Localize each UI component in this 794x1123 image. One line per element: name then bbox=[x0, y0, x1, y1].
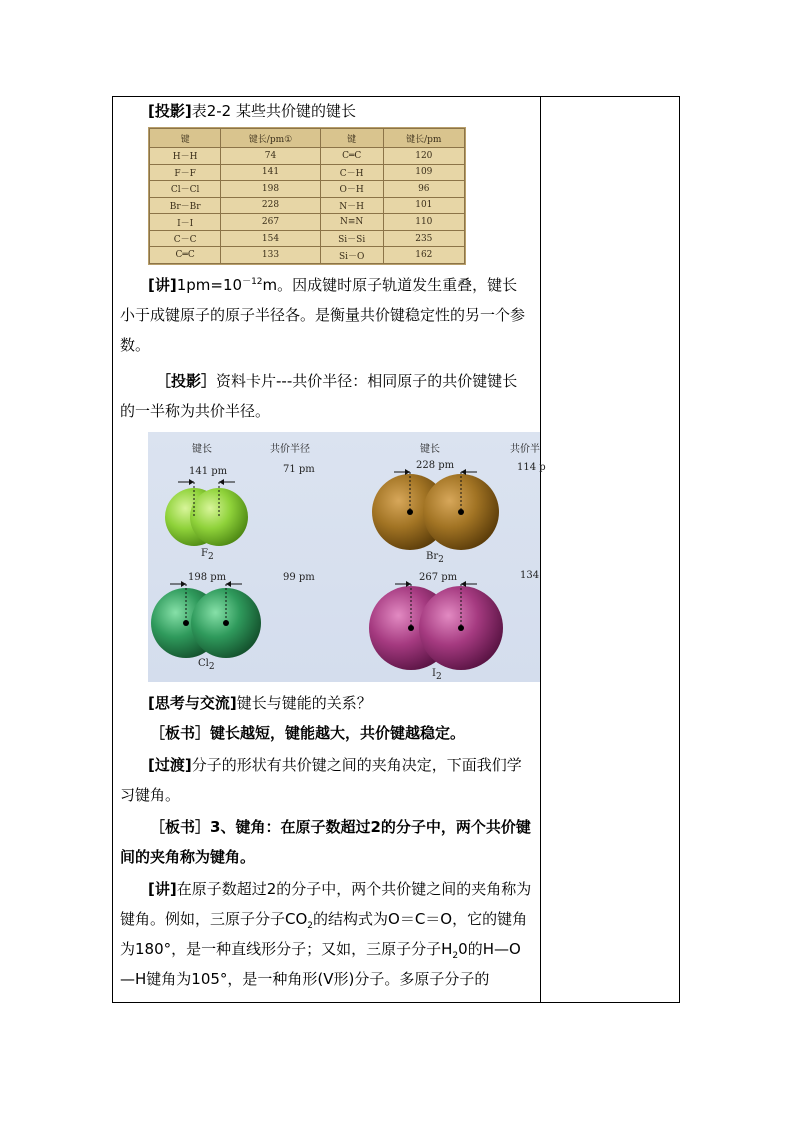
cl2-molecule bbox=[151, 581, 261, 658]
paragraph-explain-angle bbox=[120, 874, 532, 994]
explain-tag: [讲] bbox=[148, 276, 177, 294]
br2-radius: 114 p bbox=[517, 462, 546, 473]
br2-label: $Br_2$ bbox=[426, 551, 444, 565]
table-cell: F－F bbox=[150, 164, 221, 181]
table-cell: 141 bbox=[221, 164, 320, 181]
f2-molecule bbox=[165, 479, 248, 546]
table-cell: 235 bbox=[383, 230, 464, 247]
table-cell: 109 bbox=[383, 164, 464, 181]
header-covalent-radius-2: 共价半 bbox=[510, 444, 540, 455]
table-caption: 表2-2 某些共价键的键长 bbox=[191, 102, 356, 120]
table-cell: O－H bbox=[320, 181, 383, 198]
bond-length-table-image bbox=[148, 127, 466, 265]
paragraph-think-discuss bbox=[120, 688, 532, 718]
projection-tag-2: ［投影］ bbox=[156, 372, 217, 390]
header-length: 键长/pm① bbox=[221, 129, 320, 148]
explain-angle-3: 0的H—O—H键角为105°，是一种角形(V形)分子。多原子分子的 bbox=[120, 940, 521, 988]
paragraph-data-card bbox=[120, 366, 532, 426]
table-row bbox=[150, 164, 465, 181]
data-card-text: 资料卡片---共价半径：相同原子的共价键键长的一半称为共价半径。 bbox=[120, 372, 518, 420]
table-row bbox=[150, 214, 465, 231]
header-bond: 键 bbox=[150, 129, 221, 148]
table-cell: 198 bbox=[221, 181, 320, 198]
cl2-radius: 99 pm bbox=[283, 572, 315, 583]
explain-angle-2: 的结构式为O＝C＝O，它的键角为180°，是一种直线形分子；又如，三原子分子H bbox=[120, 910, 528, 958]
think-tag: [思考与交流] bbox=[148, 694, 237, 712]
explain-tag-2: [讲] bbox=[148, 880, 177, 898]
table-cell: C═C bbox=[150, 247, 221, 264]
f2-radius: 71 pm bbox=[283, 464, 315, 475]
table-cell: C－H bbox=[320, 164, 383, 181]
transition-tag: [过渡] bbox=[148, 756, 192, 774]
table-cell: I－I bbox=[150, 214, 221, 231]
table-cell: Cl－Cl bbox=[150, 181, 221, 198]
bond-length-table bbox=[149, 128, 465, 264]
sub-h2o: 2 bbox=[452, 951, 459, 961]
table-row bbox=[150, 230, 465, 247]
table-cell: 267 bbox=[221, 214, 320, 231]
table-cell: Br－Br bbox=[150, 197, 221, 214]
i2-radius: 134 bbox=[520, 570, 540, 581]
bond-angle-definition: 3、键角：在原子数超过2的分子中，两个共价键间的夹角称为键角。 bbox=[120, 818, 531, 866]
table-cell: H－H bbox=[150, 148, 221, 165]
table-row bbox=[150, 148, 465, 165]
table-row bbox=[150, 197, 465, 214]
br2-length: 228 pm bbox=[416, 460, 455, 471]
paragraph-explain-pm bbox=[120, 270, 532, 360]
projection-tag: [投影] bbox=[148, 102, 192, 120]
blackboard-tag: ［板书］ bbox=[150, 724, 211, 742]
table-row bbox=[150, 247, 465, 264]
explain-text-post: m。因成键时原子轨道发生重叠，键长小于成键原子的原子半径各。是衡量共价键稳定性的另一个参数。 bbox=[120, 276, 526, 354]
explain-angle-1: 在原子数超过2的分子中，两个共价键之间的夹角称为键角。例如，三原子分子CO bbox=[120, 880, 532, 928]
table-cell: 74 bbox=[221, 148, 320, 165]
table-cell: 162 bbox=[383, 247, 464, 264]
paragraph-blackboard-2 bbox=[120, 812, 532, 872]
blackboard-text: 键长越短，键能越大，共价键越稳定。 bbox=[210, 724, 466, 742]
table-cell: 96 bbox=[383, 181, 464, 198]
header-bond-length-2: 键长 bbox=[420, 444, 440, 455]
exponent: －12 bbox=[242, 277, 263, 287]
table-cell: 110 bbox=[383, 214, 464, 231]
paragraph-projection-table bbox=[148, 96, 532, 126]
table-cell: 101 bbox=[383, 197, 464, 214]
table-row bbox=[150, 181, 465, 198]
cl2-length: 198 pm bbox=[188, 572, 227, 583]
br2-molecule bbox=[372, 469, 499, 550]
table-cell: C－C bbox=[150, 230, 221, 247]
covalent-radius-figure bbox=[148, 432, 546, 682]
table-cell: Si－Si bbox=[320, 230, 383, 247]
explain-text-pre: 1pm=10 bbox=[176, 276, 243, 294]
table-cell: 154 bbox=[221, 230, 320, 247]
blackboard-tag-2: ［板书］ bbox=[150, 818, 211, 836]
table-cell: Si－O bbox=[320, 247, 383, 264]
cl2-label: $Cl_2$ bbox=[198, 658, 215, 672]
i2-length: 267 pm bbox=[419, 572, 458, 583]
table-cell: 228 bbox=[221, 197, 320, 214]
sub-co2: 2 bbox=[307, 921, 314, 931]
table-cell: 133 bbox=[221, 247, 320, 264]
table-cell: N－H bbox=[320, 197, 383, 214]
i2-molecule bbox=[369, 581, 503, 670]
table-cell: C═C bbox=[320, 148, 383, 165]
header-bond-2: 键 bbox=[320, 129, 383, 148]
table-cell: N≡N bbox=[320, 214, 383, 231]
paragraph-blackboard-1 bbox=[120, 718, 532, 748]
transition-text: 分子的形状有共价键之间的夹角决定，下面我们学习键角。 bbox=[120, 756, 522, 804]
header-covalent-radius: 共价半径 bbox=[270, 444, 310, 455]
f2-length: 141 pm bbox=[189, 466, 228, 477]
header-length-2: 键长/pm bbox=[383, 129, 464, 148]
header-bond-length: 键长 bbox=[192, 444, 212, 455]
column-divider bbox=[540, 96, 541, 1003]
table-cell: 120 bbox=[383, 148, 464, 165]
paragraph-transition bbox=[120, 750, 532, 810]
i2-label: $I_2$ bbox=[432, 668, 442, 682]
think-text: 键长与键能的关系？ bbox=[236, 694, 372, 712]
f2-label: $F_2$ bbox=[201, 548, 214, 562]
